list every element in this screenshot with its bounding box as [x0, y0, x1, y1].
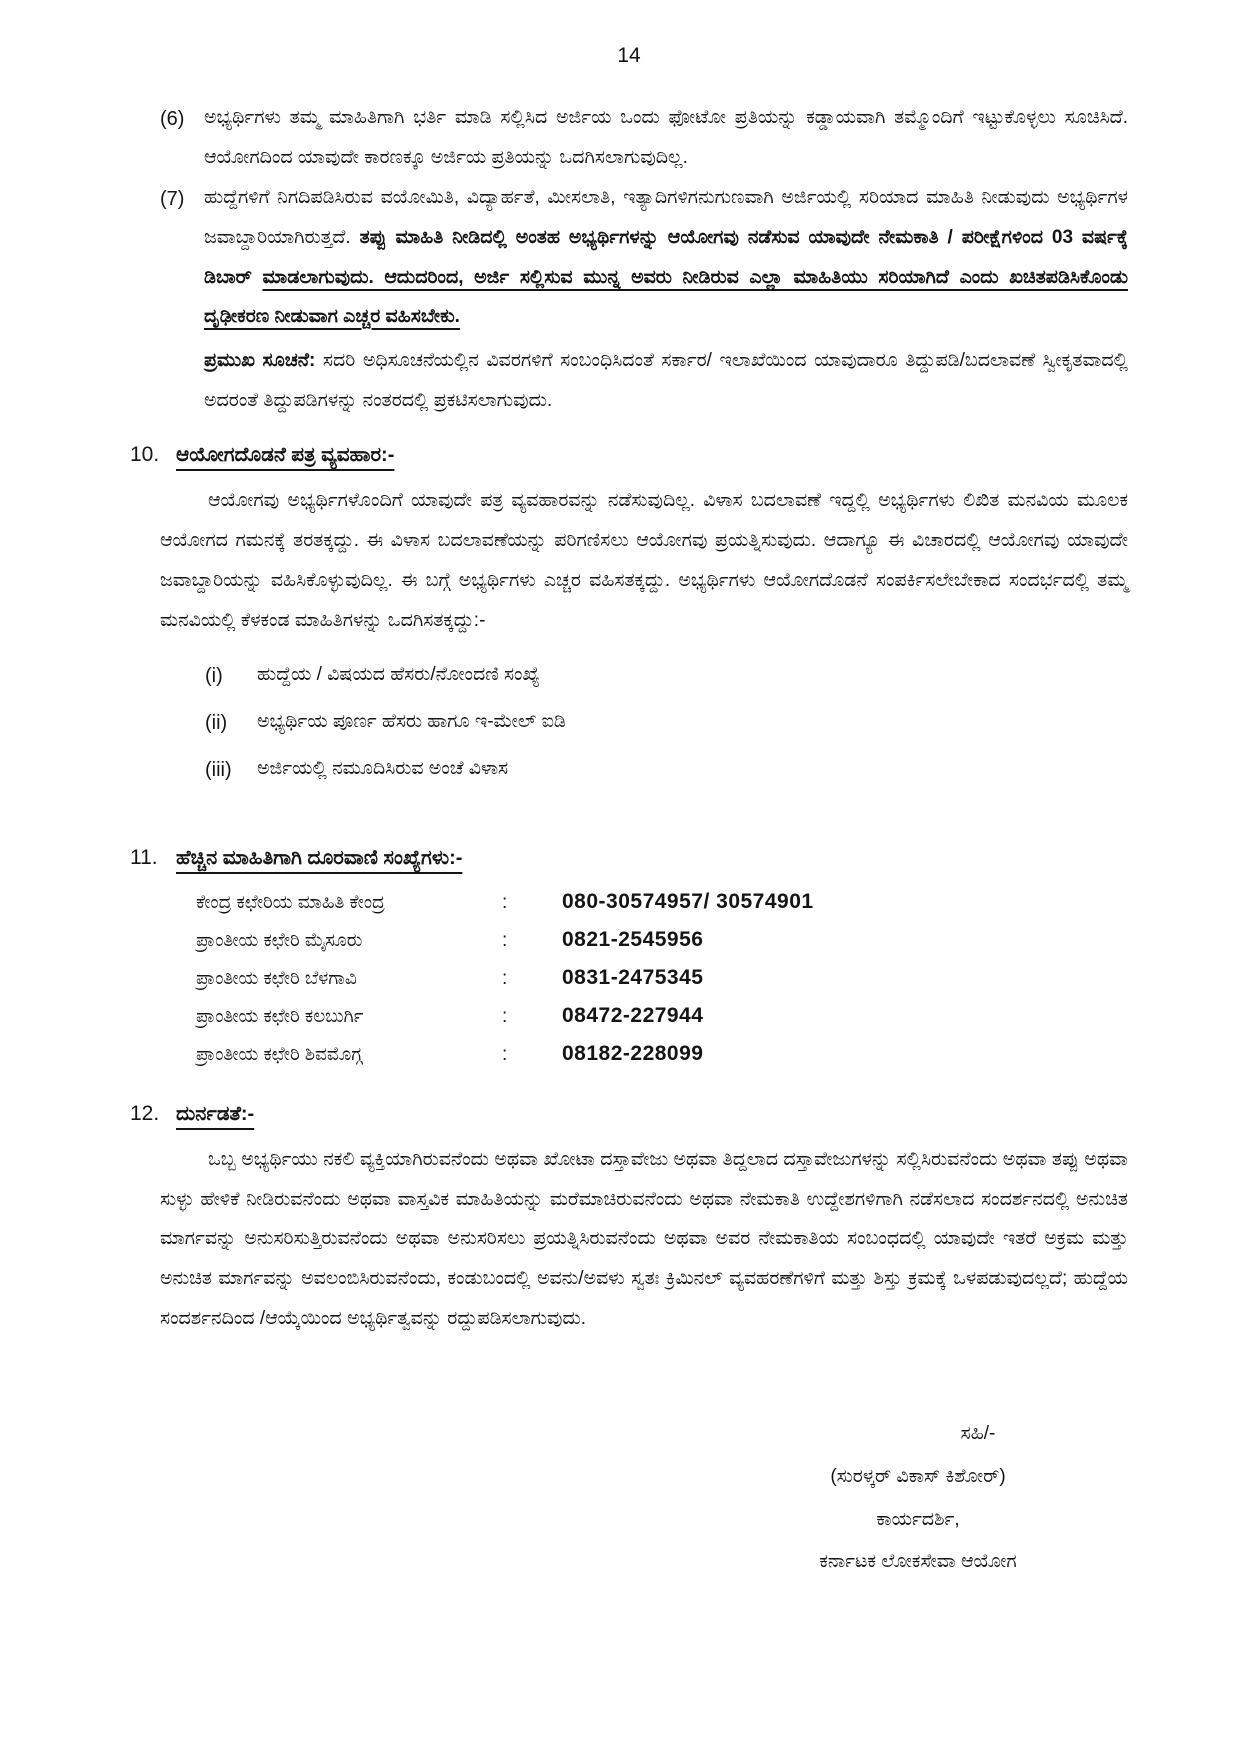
- sublist-item-ii: [205, 704, 1128, 742]
- phone-row-kalaburagi: [196, 1004, 1128, 1042]
- sublist-item-iii-text: ಅರ್ಜಿಯಲ್ಲಿ ನಮೂದಿಸಿರುವ ಅಂಚೆ ವಿಳಾಸ: [257, 757, 509, 779]
- section-12-heading-row: [130, 1102, 1128, 1126]
- sublist-item-iii: [205, 751, 1128, 789]
- signature-name: (ಸುರಳ್ಕರ್ ವಿಕಾಸ್ ಕಿಶೋರ್): [830, 1465, 1006, 1487]
- phone-table: [196, 890, 1128, 1080]
- signature-title: ಕಾರ್ಯದರ್ಶಿ,: [876, 1508, 960, 1530]
- phone-separator: :: [502, 1005, 508, 1027]
- phone-row-head-office: [196, 890, 1128, 928]
- section-11-title: ಹೆಚ್ಚಿನ ಮಾಹಿತಿಗಾಗಿ ದೂರವಾಣಿ ಸಂಖ್ಯೆಗಳು:-: [176, 846, 463, 869]
- section-10-title: ಆಯೋಗದೊಡನೆ ಪತ್ರ ವ್ಯವಹಾರ:-: [176, 444, 395, 467]
- list-item-7-paragraph: [204, 178, 1128, 338]
- sublist-item-i-text: ಹುದ್ದೆಯ / ವಿಷಯದ ಹೆಸರು/ನೋಂದಣಿ ಸಂಖ್ಯೆ: [257, 663, 540, 685]
- phone-number: 08472-227944: [562, 1003, 704, 1027]
- list-item-6-text: ಅಭ್ಯರ್ಥಿಗಳು ತಮ್ಮ ಮಾಹಿತಿಗಾಗಿ ಭರ್ತಿ ಮಾಡಿ ಸಲ್ಲಿಸಿದ ಅರ್ಜಿಯ ಒಂದು ಫೋಟೋ ಪ್ರತಿಯನ್ನು ಕಡ್ಡಾಯವಾಗಿ ತಮ್ಮೊಂದಿಗೆ ಇಟ್ಟುಕೊಳ್ಳಲು ಸೂಚಿಸಿದೆ. ಆಯೋಗದಿಂದ ಯಾವುದೇ ಕಾರಣಕ್ಕೂ ಅರ್ಜಿಯ ಪ್ರತಿಯನ್ನು ಒದಗಿಸಲಾಗುವುದಿಲ್ಲ.: [204, 107, 1128, 168]
- phone-label: ಪ್ರಾಂತೀಯ ಕಛೇರಿ ಬೆಳಗಾವಿ: [196, 966, 357, 988]
- spacer: [130, 798, 1128, 824]
- phone-number: 08182-228099: [562, 1041, 704, 1065]
- phone-number: 0831-2475345: [562, 965, 704, 989]
- sublist-item-i: [205, 657, 1128, 695]
- important-notice-body: ಸದರಿ ಅಧಿಸೂಚನೆಯಲ್ಲಿನ ವಿವರಗಳಿಗೆ ಸಂಬಂಧಿಸಿದಂತೆ ಸರ್ಕಾರ/ ಇಲಾಖೆಯಿಂದ ಯಾವುದಾರೂ ತಿದ್ದುಪಡಿ/ಬದಲಾವಣೆ ಸ್ವೀಕೃತವಾದಲ್ಲಿ ಅದರಂತೆ ತಿದ್ದುಪಡಿಗಳನ್ನು ನಂತರದಲ್ಲಿ ಪ್ರಕಟಿಸಲಾಗುವುದು.: [204, 350, 1128, 412]
- phone-separator: :: [502, 929, 508, 951]
- item7-bold-text: ತಪ್ಪು ಮಾಹಿತಿ ನೀಡಿದಲ್ಲಿ ಅಂತಹ ಅಭ್ಯರ್ಥಿಗಳನ್ನು ಆಯೋಗವು ನಡೆಸುವ ಯಾವುದೇ ನೇಮಕಾತಿ / ಪರೀಕ್ಷೆಗಳಿಂದ 03 ವರ್ಷಕ್ಕೆ ಡಿಬಾರ್: [204, 226, 1129, 288]
- section-10-paragraph: ಆಯೋಗವು ಅಭ್ಯರ್ಥಿಗಳೊಂದಿಗೆ ಯಾವುದೇ ಪತ್ರ ವ್ಯವಹಾರವನ್ನು ನಡೆಸುವುದಿಲ್ಲ. ವಿಳಾಸ ಬದಲಾವಣೆ ಇದ್ದಲ್ಲಿ ಅಭ್ಯರ್ಥಿಗಳು ಲಿಖಿತ ಮನವಿಯ ಮೂಲಕ ಆಯೋಗದ ಗಮನಕ್ಕೆ ತರತಕ್ಕದ್ದು. ಈ ವಿಳಾಸ ಬದಲಾವಣೆಯನ್ನು ಪರಿಗಣಿಸಲು ಆಯೋಗವು ಪ್ರಯತ್ನಿಸುವುದು. ಆದಾಗ್ಯೂ ಈ ವಿಚಾರದಲ್ಲಿ ಆಯೋಗವು ಯಾವುದೇ ಜವಾಬ್ದಾರಿಯನ್ನು ವಹಿಸಿಕೊಳ್ಳುವುದಿಲ್ಲ. ಈ ಬಗ್ಗೆ ಅಭ್ಯರ್ಥಿಗಳು ಎಚ್ಚರ ವಹಿಸತಕ್ಕದ್ದು. ಅಭ್ಯರ್ಥಿಗಳು ಆಯೋಗದೊಡನೆ ಸಂಪರ್ಕಿಸಲೇಬೇಕಾದ ಸಂದರ್ಭದಲ್ಲಿ ತಮ್ಮ ಮನವಿಯಲ್ಲಿ ಕೆಳಕಂಡ ಮಾಹಿತಿಗಳನ್ನು ಒದಗಿಸತಕ್ಕದ್ದು:-: [160, 490, 1128, 631]
- important-notice-lead: ಪ್ರಮುಖ ಸೂಚನೆ:: [204, 350, 316, 372]
- phone-label: ಪ್ರಾಂತೀಯ ಕಛೇರಿ ಶಿವಮೊಗ್ಗ: [196, 1042, 363, 1064]
- signature-block: [678, 1413, 1158, 1584]
- phone-separator: :: [502, 967, 508, 989]
- phone-label: ಕೇಂದ್ರ ಕಛೇರಿಯ ಮಾಹಿತಿ ಕೇಂದ್ರ: [196, 890, 385, 912]
- list-item-6: [160, 98, 1128, 178]
- section-11-number: 11.: [130, 845, 158, 869]
- section-12-title: ದುರ್ನಡತೆ:-: [176, 1102, 255, 1125]
- item7-bold-underline-text: ಮಾಡಲಾಗುವುದು. ಆದುದರಿಂದ, ಅರ್ಜಿ ಸಲ್ಲಿಸುವ ಮುನ್ನ ಅವರು ನೀಡಿರುವ ಎಲ್ಲಾ ಮಾಹಿತಿಯು ಸರಿಯಾಗಿದೆ ಎಂದು ಖಚಿತಪಡಿಸಿಕೊಂಡು ದೃಢೀಕರಣ ನೀಡುವಾಗ ಎಚ್ಚರ ವಹಿಸಬೇಕು.: [204, 266, 1129, 328]
- page-number: 14: [617, 44, 641, 67]
- phone-separator: :: [502, 891, 508, 913]
- signature-signed: ಸಹಿ/-: [960, 1423, 996, 1445]
- phone-number: 080-30574957/ 30574901: [562, 889, 814, 913]
- phone-label: ಪ್ರಾಂತೀಯ ಕಛೇರಿ ಕಲಬುರ್ಗಿ: [196, 1004, 364, 1026]
- list-item-7-text: [204, 178, 1128, 421]
- phone-row-belagavi: [196, 966, 1128, 1004]
- section-10-heading-row: [130, 443, 1128, 467]
- sublist-item-ii-marker: (ii): [205, 711, 228, 734]
- sublist-item-iii-marker: (iii): [205, 758, 232, 781]
- list-item-7: [160, 178, 1128, 421]
- list-item-7-marker: (7): [160, 187, 185, 210]
- phone-label: ಪ್ರಾಂತೀಯ ಕಛೇರಿ ಮೈಸೂರು: [196, 928, 363, 950]
- sublist-item-i-marker: (i): [205, 664, 223, 687]
- sublist-item-ii-text: ಅಭ್ಯರ್ಥಿಯ ಪೂರ್ಣ ಹೆಸರು ಹಾಗೂ ಇ-ಮೇಲ್ ಐಡಿ: [257, 710, 566, 732]
- section-12-number: 12.: [130, 1101, 160, 1125]
- section-10-number: 10.: [130, 443, 160, 467]
- section-11-heading-row: [130, 846, 1128, 870]
- phone-number: 0821-2545956: [562, 927, 704, 951]
- important-notice: [204, 341, 1128, 421]
- item7-normal-text: ಹುದ್ದೆಗಳಿಗೆ ನಿಗದಿಪಡಿಸಿರುವ ವಯೋಮಿತಿ, ವಿದ್ಯಾರ್ಹತೆ, ಮೀಸಲಾತಿ, ಇತ್ಯಾದಿಗಳಿಗನುಗುಣವಾಗಿ ಅರ್ಜಿಯಲ್ಲಿ ಸರಿಯಾದ ಮಾಹಿತಿ ನೀಡುವುದು ಅಭ್ಯರ್ಥಿಗಳ ಜವಾಬ್ದಾರಿಯಾಗಿರುತ್ತದೆ.: [204, 186, 1128, 248]
- signature-org: ಕರ್ನಾಟಕ ಲೋಕಸೇವಾ ಆಯೋಗ: [819, 1551, 1017, 1573]
- phone-row-mysuru: [196, 928, 1128, 966]
- list-item-6-marker: (6): [160, 108, 185, 130]
- phone-separator: :: [502, 1043, 508, 1065]
- phone-row-shivamogga: [196, 1042, 1128, 1080]
- section-12-paragraph: ಒಬ್ಬ ಅಭ್ಯರ್ಥಿಯು ನಕಲಿ ವ್ಯಕ್ತಿಯಾಗಿರುವನೆಂದು ಅಥವಾ ಖೋಟಾ ದಸ್ತಾವೇಜು ಅಥವಾ ತಿದ್ದಲಾದ ದಸ್ತಾವೇಜುಗಳನ್ನು ಸಲ್ಲಿಸಿರುವನೆಂದು ಅಥವಾ ತಪ್ಪು ಅಥವಾ ಸುಳ್ಳು ಹೇಳಿಕೆ ನೀಡಿರುವನೆಂದು ಅಥವಾ ವಾಸ್ತವಿಕ ಮಾಹಿತಿಯನ್ನು ಮರೆಮಾಚಿರುವನೆಂದು ಅಥವಾ ನೇಮಕಾತಿ ಉದ್ದೇಶಗಳಿಗಾಗಿ ನಡೆಸಲಾದ ಸಂದರ್ಶನದಲ್ಲಿ ಅನುಚಿತ ಮಾರ್ಗವನ್ನು ಅನುಸರಿಸುತ್ತಿರುವನೆಂದು ಅಥವಾ ಅನುಸರಿಸಲು ಪ್ರಯತ್ನಿಸಿರುವನೆಂದು ಅಥವಾ ಅವರ ನೇಮಕಾತಿಯ ಸಂಬಂಧದಲ್ಲಿ ಯಾವುದೇ ಇತರೆ ಅಕ್ರಮ ಮತ್ತು ಅನುಚಿತ ಮಾರ್ಗವನ್ನು ಅವಲಂಬಿಸಿರುವನೆಂದು, ಕಂಡುಬಂದಲ್ಲಿ ಅವನು/ಅವಳು ಸ್ವತಃ ಕ್ರಿಮಿನಲ್ ವ್ಯವಹರಣೆಗಳಿಗೆ ಮತ್ತು ಶಿಸ್ತು ಕ್ರಮಕ್ಕೆ ಒಳಪಡುವುದಲ್ಲದೆ; ಹುದ್ದೆಯ ಸಂದರ್ಶನದಿಂದ /ಆಯ್ಕೆಯಿಂದ ಅಭ್ಯರ್ಥಿತ್ವವನ್ನು ರದ್ದುಪಡಿಸಲಾಗುವುದು.: [160, 1148, 1128, 1330]
- section-10-sublist: [130, 657, 1128, 789]
